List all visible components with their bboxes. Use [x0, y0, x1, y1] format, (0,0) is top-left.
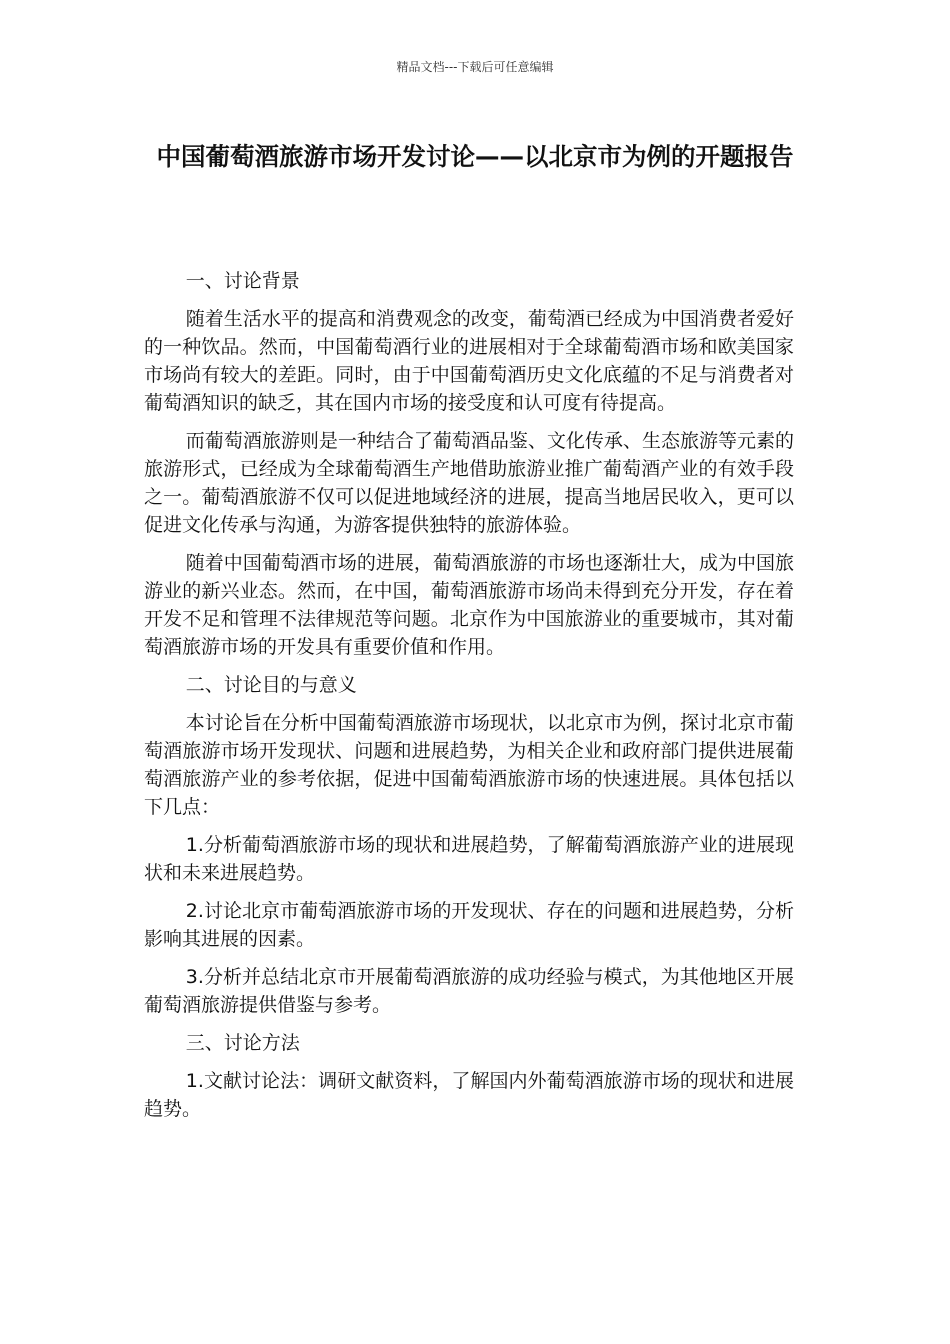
list-item-purpose-2: 2.讨论北京市葡萄酒旅游市场的开发现状、存在的问题和进展趋势，分析影响其进展的因素。	[144, 900, 794, 950]
list-item-purpose-1: 1.分析葡萄酒旅游市场的现状和进展趋势，了解葡萄酒旅游产业的进展现状和未来进展趋势。	[144, 834, 794, 884]
page-header-note: 精品文档---下载后可任意编辑	[396, 60, 554, 74]
paragraph-background-1: 随着生活水平的提高和消费观念的改变，葡萄酒已经成为中国消费者爱好的一种饮品。然而，中国葡萄酒行业的进展相对于全球葡萄酒市场和欧美国家市场尚有较大的差距。同时，由于中国葡萄酒历史文化底蕴的不足与消费者对葡萄酒知识的缺乏，其在国内市场的接受度和认可度有待提高。	[144, 308, 794, 414]
document-title: 中国葡萄酒旅游市场开发讨论——以北京市为例的开题报告	[156, 142, 794, 171]
document-body	[144, 267, 794, 1133]
list-item-methods-1: 1.文献讨论法：调研文献资料，了解国内外葡萄酒旅游市场的现状和进展趋势。	[144, 1070, 794, 1120]
section-heading-methods: 三、讨论方法	[185, 1032, 300, 1054]
paragraph-background-2: 而葡萄酒旅游则是一种结合了葡萄酒品鉴、文化传承、生态旅游等元素的旅游形式，已经成为全球葡萄酒生产地借助旅游业推广葡萄酒产业的有效手段之一。葡萄酒旅游不仅可以促进地域经济的进展，提高当地居民收入，更可以促进文化传承与沟通，为游客提供独特的旅游体验。	[144, 430, 794, 536]
section-heading-purpose: 二、讨论目的与意义	[185, 674, 357, 696]
paragraph-purpose-intro: 本讨论旨在分析中国葡萄酒旅游市场现状，以北京市为例，探讨北京市葡萄酒旅游市场开发现状、问题和进展趋势，为相关企业和政府部门提供进展葡萄酒旅游产业的参考依据，促进中国葡萄酒旅游市场的快速进展。具体包括以下几点：	[144, 712, 794, 818]
paragraph-background-3: 随着中国葡萄酒市场的进展，葡萄酒旅游的市场也逐渐壮大，成为中国旅游业的新兴业态。然而，在中国，葡萄酒旅游市场尚未得到充分开发，存在着开发不足和管理不法律规范等问题。北京作为中国旅游业的重要城市，其对葡萄酒旅游市场的开发具有重要价值和作用。	[144, 552, 794, 658]
section-heading-background: 一、讨论背景	[185, 270, 300, 292]
list-item-purpose-3: 3.分析并总结北京市开展葡萄酒旅游的成功经验与模式，为其他地区开展葡萄酒旅游提供借鉴与参考。	[144, 966, 794, 1016]
